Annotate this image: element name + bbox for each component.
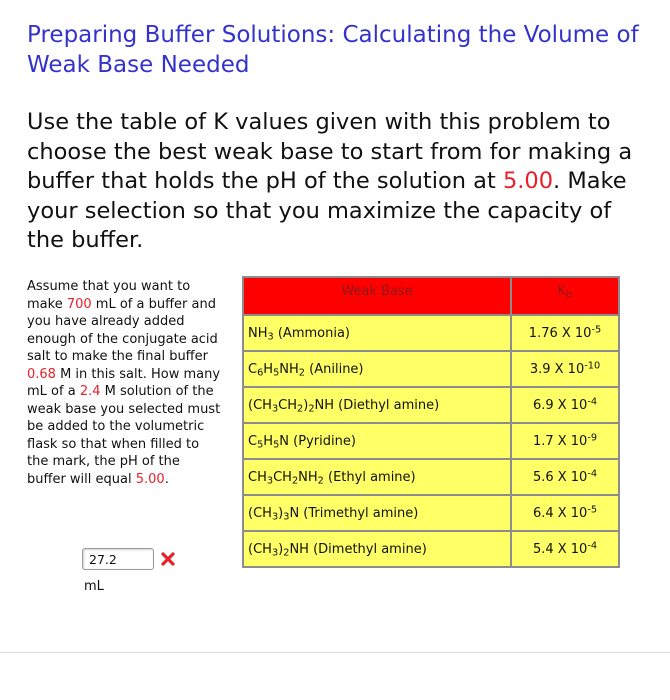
table-row bbox=[243, 459, 619, 495]
formula-text: NH bbox=[298, 469, 318, 485]
formula-text: ) bbox=[303, 397, 309, 413]
kb-exponent: -5 bbox=[587, 504, 598, 516]
header-weak-base: Weak Base bbox=[243, 277, 511, 315]
weak-base-formula bbox=[243, 423, 511, 459]
intro-text-before: Use the table of K values given with this problem to choose the best weak base to start from for making a buffer that holds the pH of the solution at bbox=[27, 109, 633, 194]
formula-text: CH bbox=[278, 397, 298, 413]
formula-text: CH bbox=[273, 469, 292, 485]
formula-text: H bbox=[263, 361, 274, 377]
divider bbox=[0, 652, 670, 653]
question-part-5: . bbox=[164, 471, 169, 487]
formula-subscript: 3 bbox=[271, 510, 279, 522]
formula-subscript: 5 bbox=[273, 438, 280, 450]
kb-exponent: -10 bbox=[584, 360, 601, 372]
salt-concentration: 0.68 bbox=[27, 366, 56, 382]
formula-subscript: 6 bbox=[257, 366, 264, 378]
kb-mantissa: 6.9 X 10 bbox=[532, 397, 588, 413]
weak-base-formula bbox=[243, 315, 511, 351]
question-part-3: M in this salt. How many mL of a bbox=[27, 366, 221, 399]
kb-exponent: -4 bbox=[587, 540, 598, 552]
kb-value bbox=[511, 423, 619, 459]
formula-subscript: 3 bbox=[283, 510, 290, 522]
kb-exponent: -4 bbox=[587, 468, 598, 480]
formula-subscript: 2 bbox=[283, 546, 290, 558]
formula-subscript: 3 bbox=[271, 402, 279, 414]
kb-value bbox=[511, 459, 619, 495]
formula-subscript: 2 bbox=[291, 474, 299, 486]
formula-subscript: 2 bbox=[308, 402, 315, 414]
kb-table bbox=[242, 276, 620, 568]
answer-row bbox=[82, 548, 176, 570]
kb-mantissa: 5.4 X 10 bbox=[532, 541, 588, 557]
formula-subscript: 3 bbox=[266, 474, 274, 486]
weak-base-formula bbox=[243, 351, 511, 387]
question-part-1: Assume that you want to make bbox=[27, 279, 191, 312]
kb-mantissa: 1.7 X 10 bbox=[532, 433, 588, 449]
formula-subscript: 3 bbox=[267, 330, 274, 342]
answer-input[interactable] bbox=[82, 548, 154, 570]
formula-text: CH bbox=[248, 469, 267, 485]
header-kb-k: K bbox=[557, 284, 567, 299]
formula-text: N (Pyridine) bbox=[279, 433, 356, 449]
formula-text: C bbox=[248, 361, 258, 377]
weak-base-formula bbox=[243, 459, 511, 495]
formula-text: H bbox=[263, 433, 274, 449]
formula-text: ) bbox=[278, 505, 284, 521]
answer-unit: mL bbox=[84, 579, 104, 594]
formula-text: N (Trimethyl amine) bbox=[289, 505, 419, 521]
formula-text: (Aniline) bbox=[305, 361, 364, 377]
table-row bbox=[243, 423, 619, 459]
formula-text: ) bbox=[278, 541, 284, 557]
formula-subscript: 2 bbox=[317, 474, 324, 486]
header-kb bbox=[511, 277, 619, 315]
x-mark-icon bbox=[160, 551, 176, 567]
base-molarity: 2.4 bbox=[79, 384, 101, 399]
weak-base-formula bbox=[243, 495, 511, 531]
kb-exponent: -5 bbox=[591, 324, 602, 336]
header-kb-sub: b bbox=[566, 289, 573, 301]
kb-exponent: -4 bbox=[587, 396, 598, 408]
table-row bbox=[243, 387, 619, 423]
target-ph: 5.00 bbox=[502, 168, 554, 194]
formula-subscript: 3 bbox=[271, 546, 279, 558]
kb-mantissa: 1.76 X 10 bbox=[528, 325, 592, 341]
page-title: Preparing Buffer Solutions: Calculating the Volume of Weak Base Needed bbox=[27, 22, 639, 78]
weak-base-formula bbox=[243, 531, 511, 567]
kb-value bbox=[511, 315, 619, 351]
formula-text: C bbox=[248, 433, 258, 449]
question-text bbox=[27, 278, 222, 488]
formula-subscript: 2 bbox=[297, 402, 304, 414]
formula-text: (Ammonia) bbox=[273, 325, 350, 341]
formula-text: NH bbox=[279, 361, 299, 377]
table-row bbox=[243, 351, 619, 387]
intro-text-after: . Make your selection so that you maximize the capacity of the buffer. bbox=[27, 168, 627, 253]
table-row bbox=[243, 315, 619, 351]
formula-subscript: 5 bbox=[273, 366, 280, 378]
table-row bbox=[243, 495, 619, 531]
buffer-volume: 700 bbox=[66, 296, 92, 312]
formula-text: NH (Dimethyl amine) bbox=[289, 541, 427, 557]
kb-table-body bbox=[243, 315, 619, 567]
kb-table-header-row bbox=[243, 277, 619, 315]
red-x-incorrect-icon bbox=[160, 551, 176, 567]
question-part-2: mL of a buffer and you have already added enough of the conjugate acid salt to make the final buffer bbox=[27, 296, 218, 364]
table-row bbox=[243, 531, 619, 567]
kb-exponent: -9 bbox=[587, 432, 598, 444]
formula-text: (CH bbox=[248, 397, 272, 413]
formula-text: NH bbox=[248, 325, 268, 341]
formula-text: NH (Diethyl amine) bbox=[314, 397, 440, 413]
formula-text: (Ethyl amine) bbox=[323, 469, 416, 485]
question-ph: 5.00 bbox=[135, 471, 165, 487]
question-part-4: M solution of the weak base you selected must be added to the volumetric flask so that when filled to the mark, the pH of the buffer will equal bbox=[27, 384, 221, 487]
kb-value bbox=[511, 495, 619, 531]
formula-text: (CH bbox=[248, 505, 272, 521]
formula-subscript: 2 bbox=[298, 366, 306, 378]
problem-intro bbox=[27, 108, 647, 256]
kb-value bbox=[511, 531, 619, 567]
formula-text: (CH bbox=[248, 541, 272, 557]
formula-subscript: 5 bbox=[257, 438, 264, 450]
kb-mantissa: 5.6 X 10 bbox=[532, 469, 588, 485]
kb-mantissa: 3.9 X 10 bbox=[529, 361, 585, 377]
kb-value bbox=[511, 387, 619, 423]
kb-value bbox=[511, 351, 619, 387]
kb-mantissa: 6.4 X 10 bbox=[532, 505, 588, 521]
weak-base-formula bbox=[243, 387, 511, 423]
